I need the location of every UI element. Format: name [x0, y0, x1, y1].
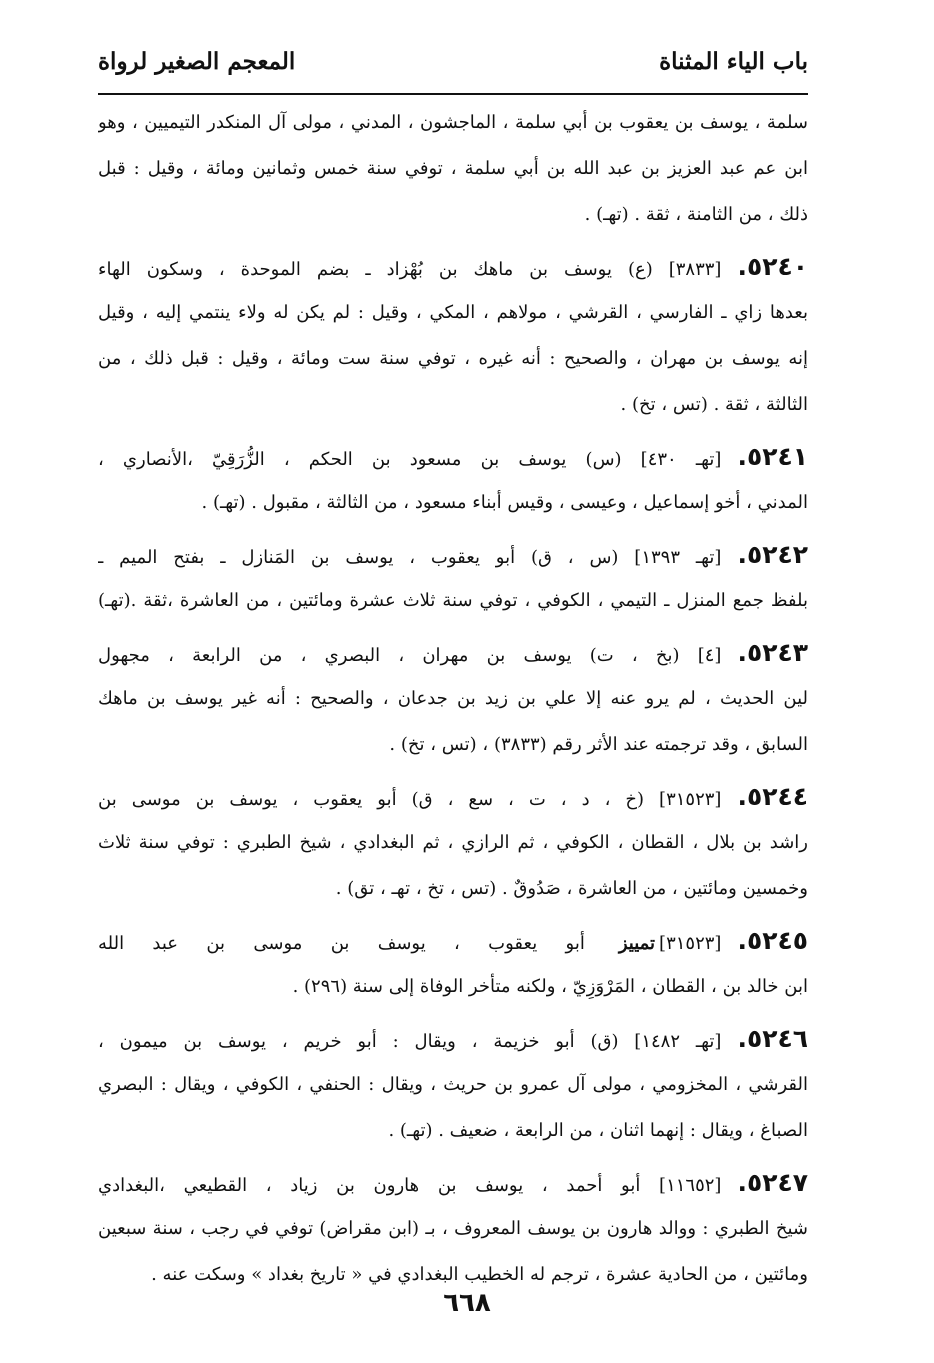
- text-line: [98, 630, 808, 676]
- entry-number: ٥٢٤٠.: [737, 252, 808, 281]
- text-line: [98, 532, 808, 578]
- entry-number: ٥٢٤٦.: [737, 1024, 808, 1053]
- text-line: الصباغ ، ويقال : إنهما اثنان ، من الرابعة ، ضعيف . (تهـ) .: [388, 1120, 808, 1141]
- chapter-title: باب الياء المثناة: [659, 48, 808, 75]
- entry-text: [تهـ ٤٣٠] (س) يوسف بن مسعود بن الحكم ، الزُّرَقِيّ ،الأنصاري ،: [98, 449, 722, 470]
- entry-number: ٥٢٤٥.: [737, 926, 808, 955]
- text-line: [98, 244, 808, 290]
- text-line: إنه يوسف بن مهران ، والصحيح : أنه غيره ، توفي سنة ست ومائة ، وقيل : قبل ذلك ، من: [98, 348, 808, 369]
- entry-5245: [98, 918, 808, 1010]
- entry-text: [٣١٥٢٣]: [659, 933, 722, 954]
- entry-text: [تهـ ١٤٨٢] (ق) أبو خزيمة ، ويقال : أبو خريم ، يوسف بن ميمون ،: [98, 1031, 722, 1052]
- entry-text: [١١٦٥٢] أبو أحمد ، يوسف بن هارون بن زياد ، القطيعي ،البغدادي: [98, 1175, 722, 1196]
- text-line: راشد بن بلال ، القطان ، الكوفي ، ثم الرازي ، ثم البغدادي ، شيخ الطبري : توفي سنة ثلاث: [98, 832, 808, 853]
- entry-number: ٥٢٤٤.: [737, 782, 808, 811]
- entry-continuation: [98, 100, 808, 238]
- text-line: القرشي ، المخزومي ، مولى آل عمرو بن حريث ، ويقال : الحنفي ، الكوفي ، ويقال : البصري: [98, 1074, 808, 1095]
- text-line: [98, 774, 808, 820]
- text-line: [98, 918, 808, 964]
- entry-5247: [98, 1160, 808, 1298]
- entry-number: ٥٢٤١.: [737, 442, 808, 471]
- entry-text: [٣٨٣٣] (ع) يوسف بن ماهك بن بُهْزاد ـ بضم الموحدة ، وسكون الهاء: [98, 259, 722, 280]
- text-line: [98, 1160, 808, 1206]
- text-line: السابق ، وقد ترجمته عند الأثر رقم (٣٨٣٣) ، (تس ، تخ) .: [389, 734, 808, 755]
- entry-5243: [98, 630, 808, 768]
- entry-text: [٤] (بخ ، ت) يوسف بن مهران ، البصري ، من الرابعة ، مجهول: [98, 645, 722, 666]
- entry-number: ٥٢٤٣.: [737, 638, 808, 667]
- entries: [98, 100, 808, 1304]
- entry-5246: [98, 1016, 808, 1154]
- entry-5241: [98, 434, 808, 526]
- text-line: ذلك ، من الثامنة ، ثقة . (تهـ) .: [584, 204, 808, 225]
- entry-number: ٥٢٤٢.: [737, 540, 808, 569]
- book-title: المعجم الصغير لرواة: [98, 48, 296, 75]
- text-line: بعدها زاي ـ الفارسي ، القرشي ، مولاهم ، المكي ، وقيل : لم يكن له ولاء ينتمي إليه ، وقيل: [98, 302, 808, 323]
- page-header: [98, 40, 808, 90]
- entry-text: [تهـ ١٣٩٣] (س ، ق) أبو يعقوب ، يوسف بن المَنازل ـ بفتح الميم ـ: [98, 547, 722, 568]
- entry-5244: [98, 774, 808, 912]
- text-line: [98, 434, 808, 480]
- text-line: لين الحديث ، لم يرو عنه إلا علي بن زيد بن جدعان ، والصحيح : أنه غير يوسف بن ماهك: [98, 688, 808, 709]
- text-line: وخمسين ومائتين ، من العاشرة ، صَدُوقٌ . (تس ، تخ ، تهـ ، تق) .: [335, 878, 808, 899]
- text-line: ابن خالد بن ، القطان ، المَرْوَزِيّ ، ولكنه متأخر الوفاة إلى سنة (٢٩٦) .: [292, 976, 808, 997]
- entry-number: ٥٢٤٧.: [737, 1168, 808, 1197]
- text-line: [98, 1016, 808, 1062]
- text-line: الثالثة ، ثقة . (تس ، تخ) .: [620, 394, 808, 415]
- text-line: ومائتين ، من الحادية عشرة ، ترجم له الخطيب البغدادي في « تاريخ بغداد » وسكت عنه .: [151, 1264, 808, 1285]
- entry-text: [٣١٥٢٣] (خ ، د ، ت ، سع ، ق) أبو يعقوب ، يوسف بن موسى بن: [98, 789, 722, 810]
- text-line: بلفظ جمع المنزل ـ التيمي ، الكوفي ، توفي سنة ثلاث عشرة ومائتين ، من العاشرة ،ثقة .(تهـ): [98, 590, 808, 611]
- text-line: ابن عم عبد العزيز بن عبد الله بن أبي سلمة ، توفي سنة خمس وثمانين ومائة ، وقيل : قبل: [98, 158, 808, 179]
- entry-5240: [98, 244, 808, 428]
- page-number: ٦٦٨: [443, 1288, 491, 1318]
- text-line: المدني ، أخو إسماعيل ، وعيسى ، وقيس أبناء مسعود ، من الثالثة ، مقبول . (تهـ) .: [201, 492, 808, 513]
- distinction-tag: تمييز: [618, 933, 656, 954]
- text-line: سلمة ، يوسف بن يعقوب بن أبي سلمة ، الماجشون ، المدني ، مولى آل المنكدر التيميين ، وهو: [98, 112, 808, 133]
- entry-text-rest: أبو يعقوب ، يوسف بن موسى بن عبد الله: [98, 933, 585, 954]
- header-rule: [98, 93, 808, 95]
- entry-5242: [98, 532, 808, 624]
- text-line: شيخ الطبري : ووالد هارون بن يوسف المعروف ، بـ (ابن مقراض) توفي في رجب ، سنة سبعين: [98, 1218, 808, 1239]
